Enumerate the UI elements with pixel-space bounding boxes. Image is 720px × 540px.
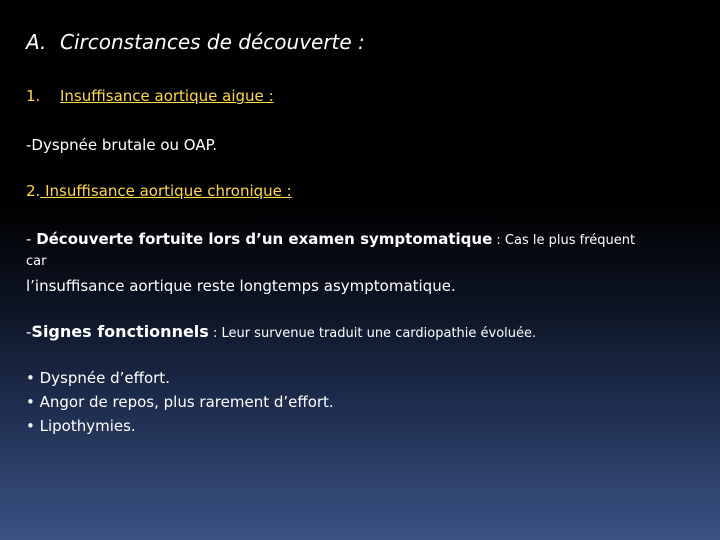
discovery-line-2: car [26, 254, 47, 269]
discovery-rest: : Cas le plus fréquent [492, 233, 636, 248]
symptom-item: • Angor de repos, plus rarement d’effort. [26, 393, 334, 411]
subsection-2-heading [26, 182, 292, 200]
discovery-line [26, 230, 635, 248]
subsection-1-title: Insuffisance aortique aigue : [60, 87, 274, 105]
symptom-list [26, 366, 334, 438]
subsection-1-number: 1. [26, 87, 41, 105]
subsection-2-title: Insuffisance aortique chronique : [40, 182, 292, 200]
symptom-item: • Dyspnée d’effort. [26, 369, 170, 387]
discovery-prefix: - [26, 230, 37, 248]
discovery-line-3: l’insuffisance aortique reste longtemps asymptomatique. [26, 277, 456, 295]
signes-prefix: - [26, 323, 32, 341]
subsection-1-body: -Dyspnée brutale ou OAP. [26, 136, 218, 154]
signes-rest: : Leur survenue traduit une cardiopathie évoluée. [208, 326, 537, 341]
discovery-bold: Découverte fortuite lors d’un examen symptomatique [36, 230, 493, 248]
section-a-heading [26, 30, 365, 54]
signes-line [26, 322, 536, 341]
symptom-item: • Lipothymies. [26, 417, 136, 435]
subsection-2-number: 2. [26, 182, 41, 200]
signes-bold: Signes fonctionnels [31, 322, 209, 341]
subsection-1-heading [26, 87, 274, 105]
section-a-title: Circonstances de découverte : [60, 30, 365, 54]
section-a-number: A. [26, 30, 47, 54]
